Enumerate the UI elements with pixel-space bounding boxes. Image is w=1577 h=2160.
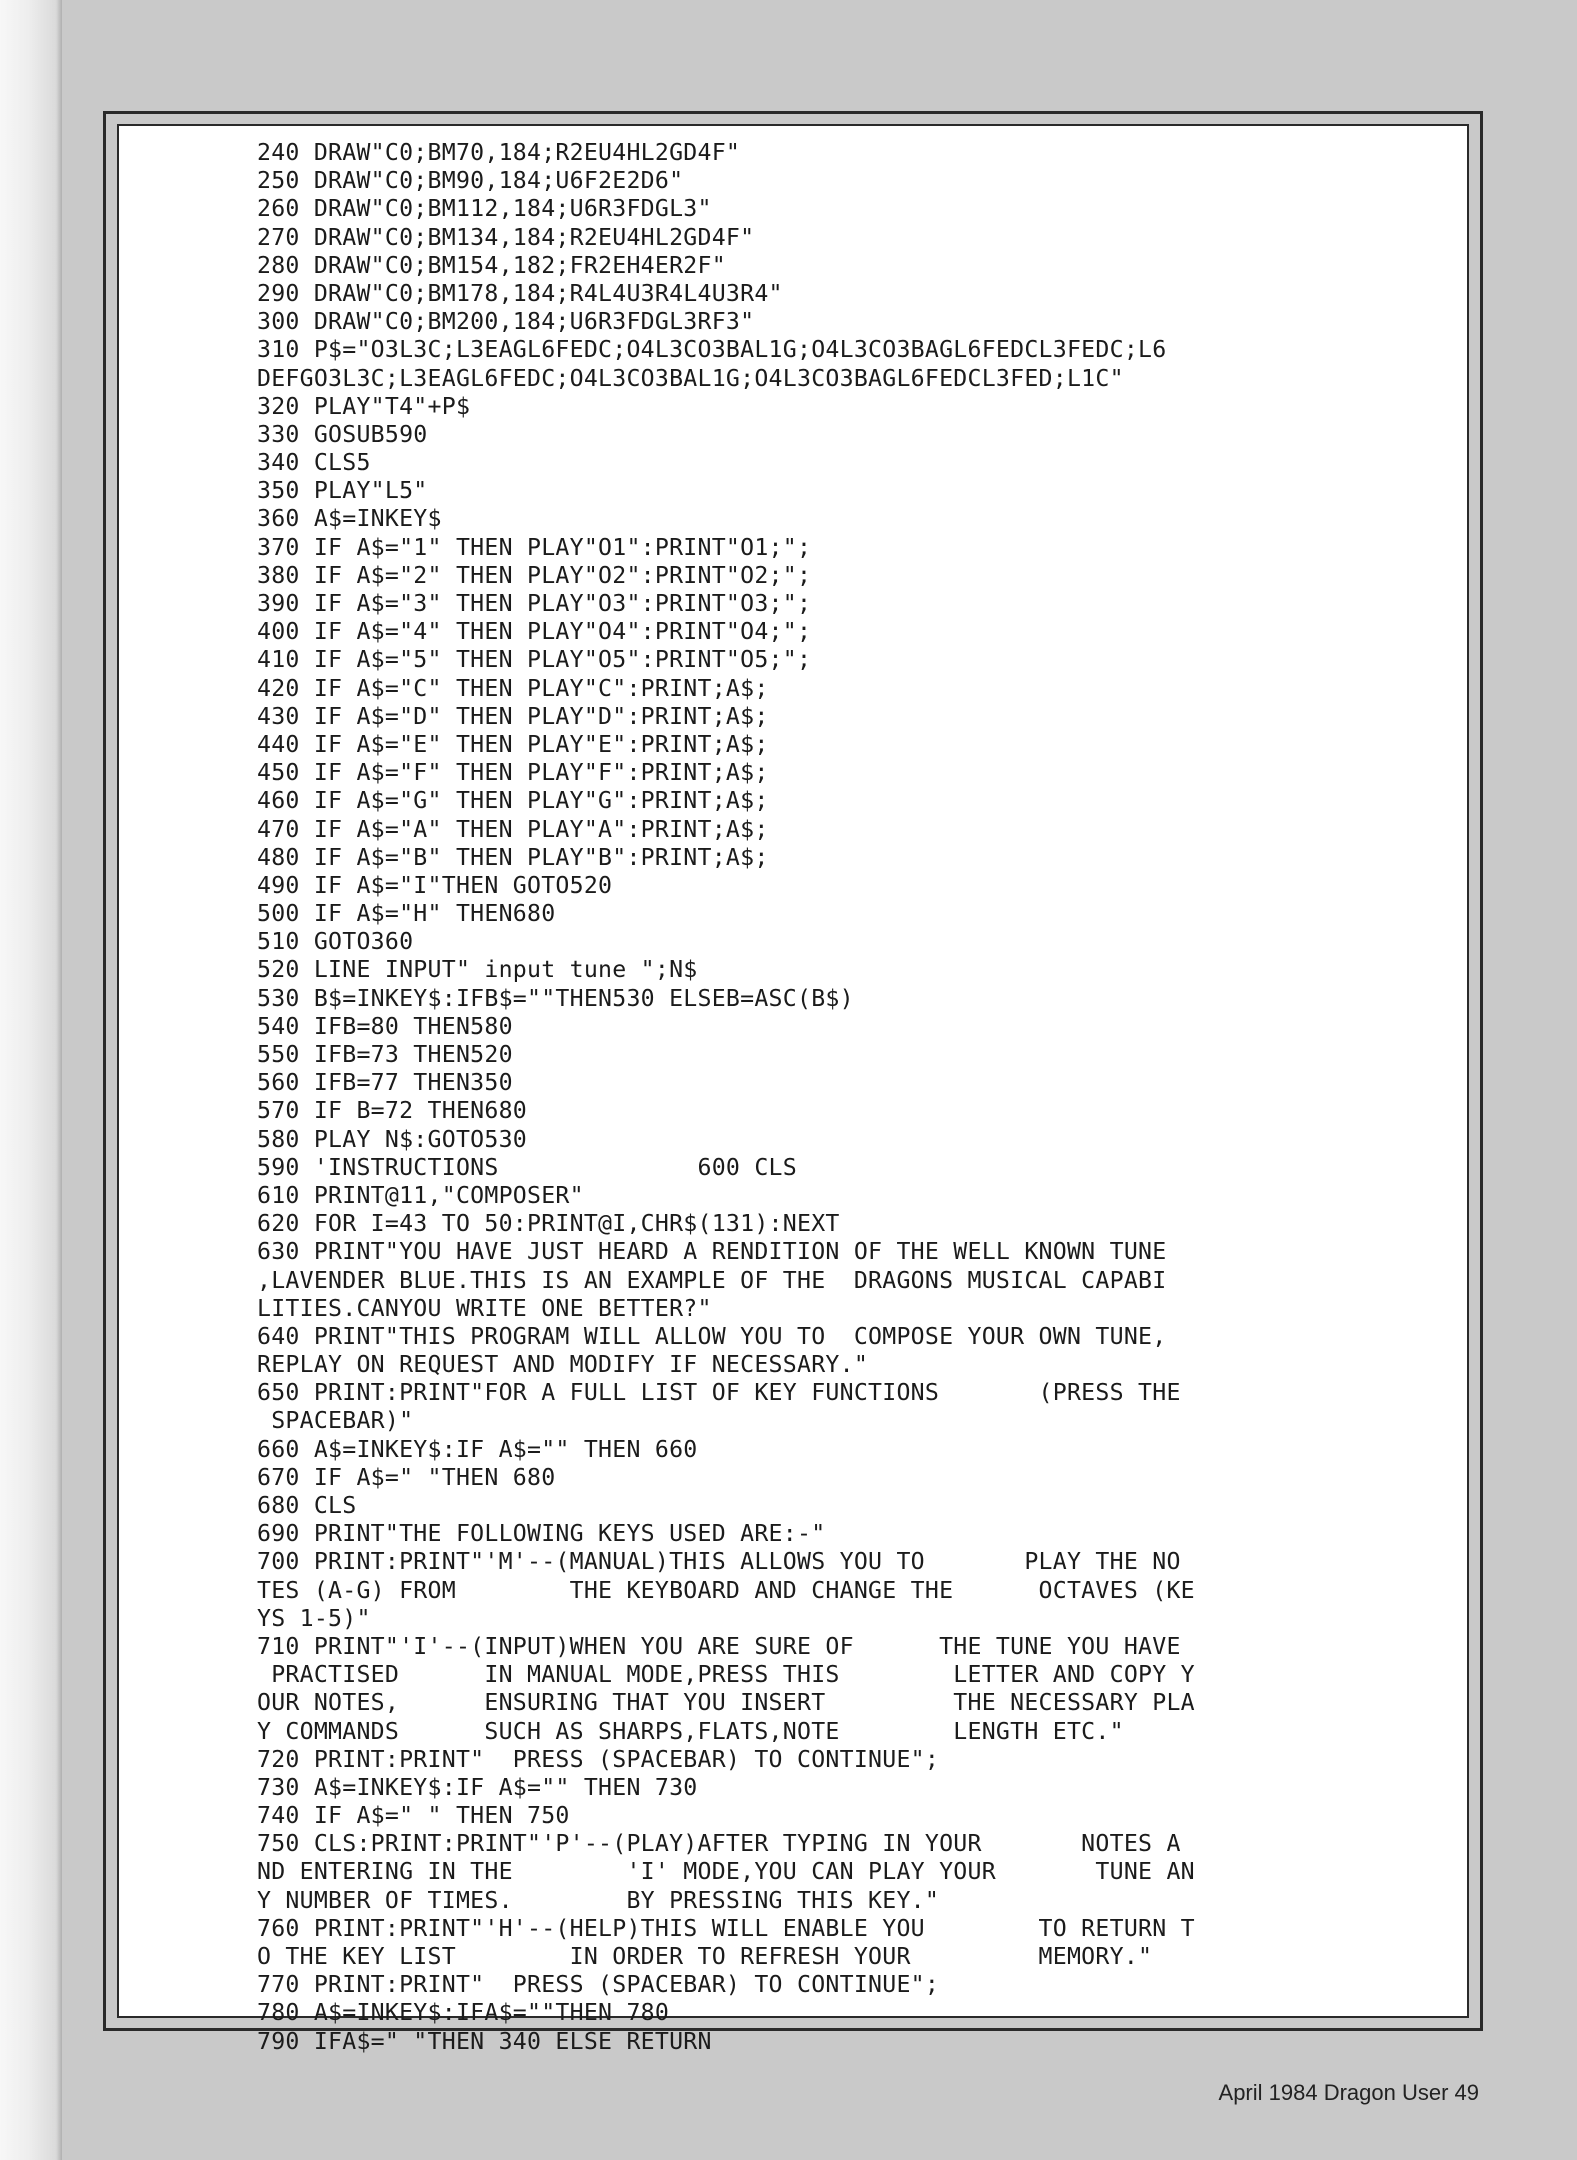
code-line: 450 IF A$="F" THEN PLAY"F":PRINT;A$; bbox=[257, 759, 769, 787]
code-line: O THE KEY LIST IN ORDER TO REFRESH YOUR MEMORY." bbox=[257, 1943, 1153, 1970]
code-line: 580 PLAY N$:GOTO530 bbox=[257, 1125, 527, 1153]
code-line: 440 IF A$="E" THEN PLAY"E":PRINT;A$; bbox=[257, 730, 769, 758]
code-line: 780 A$=INKEY$:IFA$=""THEN 780 bbox=[257, 1999, 670, 2027]
code-line: 300 DRAW"C0;BM200,184;U6R3FDGL3RF3" bbox=[257, 308, 755, 336]
code-line: 680 CLS bbox=[257, 1492, 357, 1519]
code-line: 380 IF A$="2" THEN PLAY"O2":PRINT"O2;"; bbox=[257, 561, 812, 589]
code-line: 710 PRINT"'I'--(INPUT)WHEN YOU ARE SURE OF THE TUNE YOU HAVE bbox=[257, 1632, 1181, 1660]
code-line: 540 IFB=80 THEN580 bbox=[257, 1012, 513, 1040]
code-line: 370 IF A$="1" THEN PLAY"O1":PRINT"O1;"; bbox=[257, 533, 812, 561]
code-line: TES (A-G) FROM THE KEYBOARD AND CHANGE THE OCTAVES (KE bbox=[257, 1576, 1195, 1604]
code-line: 280 DRAW"C0;BM154,182;FR2EH4ER2F" bbox=[257, 251, 726, 279]
code-line: 610 PRINT@11,"COMPOSER" bbox=[257, 1181, 584, 1209]
code-line: 650 PRINT:PRINT"FOR A FULL LIST OF KEY FUNCTIONS (PRESS THE bbox=[257, 1379, 1181, 1407]
code-line: 420 IF A$="C" THEN PLAY"C":PRINT;A$; bbox=[257, 674, 769, 702]
code-line: 550 IFB=73 THEN520 bbox=[257, 1041, 513, 1068]
code-line: 750 CLS:PRINT:PRINT"'P'--(PLAY)AFTER TYPING IN YOUR NOTES A bbox=[257, 1830, 1181, 1858]
code-line: DEFGO3L3C;L3EAGL6FEDC;O4L3CO3BAL1G;O4L3CO3BAGL6FEDCL3FED;L1C" bbox=[257, 364, 1124, 392]
code-line: 560 IFB=77 THEN350 bbox=[257, 1069, 513, 1097]
code-line: 250 DRAW"C0;BM90,184;U6F2E2D6" bbox=[257, 167, 684, 195]
page-spine bbox=[0, 0, 62, 2160]
code-line: 460 IF A$="G" THEN PLAY"G":PRINT;A$; bbox=[257, 787, 769, 815]
code-line: 500 IF A$="H" THEN680 bbox=[257, 900, 556, 928]
code-line: 620 FOR I=43 TO 50:PRINT@I,CHR$(131):NEXT bbox=[257, 1210, 840, 1238]
code-line: 260 DRAW"C0;BM112,184;U6R3FDGL3" bbox=[257, 195, 712, 223]
code-line: 390 IF A$="3" THEN PLAY"O3":PRINT"O3;"; bbox=[257, 590, 812, 617]
code-line: 360 A$=INKEY$ bbox=[257, 505, 442, 533]
code-line: 690 PRINT"THE FOLLOWING KEYS USED ARE:-" bbox=[257, 1520, 826, 1548]
code-line: LITIES.CANYOU WRITE ONE BETTER?" bbox=[257, 1294, 712, 1322]
code-line: 700 PRINT:PRINT"'M'--(MANUAL)THIS ALLOWS YOU TO PLAY THE NO bbox=[257, 1548, 1181, 1576]
code-line: 670 IF A$=" "THEN 680 bbox=[257, 1463, 556, 1491]
code-line: Y COMMANDS SUCH AS SHARPS,FLATS,NOTE LENGTH ETC." bbox=[257, 1717, 1124, 1745]
code-line: 330 GOSUB590 bbox=[257, 420, 428, 448]
code-line: SPACEBAR)" bbox=[257, 1407, 414, 1435]
code-line: YS 1-5)" bbox=[257, 1604, 371, 1632]
code-line: 340 CLS5 bbox=[257, 449, 371, 477]
code-line: 480 IF A$="B" THEN PLAY"B":PRINT;A$; bbox=[257, 843, 769, 871]
code-line: PRACTISED IN MANUAL MODE,PRESS THIS LETTER AND COPY Y bbox=[257, 1661, 1195, 1689]
code-line: 470 IF A$="A" THEN PLAY"A":PRINT;A$; bbox=[257, 815, 769, 843]
code-line: 410 IF A$="5" THEN PLAY"O5":PRINT"O5;"; bbox=[257, 646, 812, 674]
code-line: 310 P$="O3L3C;L3EAGL6FEDC;O4L3CO3BAL1G;O4L3CO3BAGL6FEDCL3FEDC;L6 bbox=[257, 336, 1167, 364]
code-line: 760 PRINT:PRINT"'H'--(HELP)THIS WILL ENABLE YOU TO RETURN T bbox=[257, 1914, 1195, 1942]
code-line: 630 PRINT"YOU HAVE JUST HEARD A RENDITION OF THE WELL KNOWN TUNE bbox=[257, 1238, 1167, 1266]
code-line: 590 'INSTRUCTIONS 600 CLS bbox=[257, 1153, 797, 1181]
code-line: 720 PRINT:PRINT" PRESS (SPACEBAR) TO CONTINUE"; bbox=[257, 1745, 940, 1773]
code-line: 430 IF A$="D" THEN PLAY"D":PRINT;A$; bbox=[257, 702, 769, 730]
program-listing bbox=[257, 139, 1377, 2056]
code-line: 510 GOTO360 bbox=[257, 928, 414, 956]
code-line: 290 DRAW"C0;BM178,184;R4L4U3R4L4U3R4" bbox=[257, 279, 783, 307]
code-line: 730 A$=INKEY$:IF A$="" THEN 730 bbox=[257, 1773, 698, 1801]
code-line: 490 IF A$="I"THEN GOTO520 bbox=[257, 871, 613, 899]
code-line: 350 PLAY"L5" bbox=[257, 477, 428, 505]
code-line: ,LAVENDER BLUE.THIS IS AN EXAMPLE OF THE DRAGONS MUSICAL CAPABI bbox=[257, 1266, 1167, 1294]
code-line: 640 PRINT"THIS PROGRAM WILL ALLOW YOU TO COMPOSE YOUR OWN TUNE, bbox=[257, 1322, 1167, 1350]
code-line: 270 DRAW"C0;BM134,184;R2EU4HL2GD4F" bbox=[257, 223, 755, 251]
code-line: 530 B$=INKEY$:IFB$=""THEN530 ELSEB=ASC(B$) bbox=[257, 984, 854, 1012]
code-line: 520 LINE INPUT" input tune ";N$ bbox=[257, 956, 698, 984]
code-line: 240 DRAW"C0;BM70,184;R2EU4HL2GD4F" bbox=[257, 139, 741, 166]
code-line: OUR NOTES, ENSURING THAT YOU INSERT THE NECESSARY PLA bbox=[257, 1689, 1195, 1717]
code-line: Y NUMBER OF TIMES. BY PRESSING THIS KEY." bbox=[257, 1886, 940, 1914]
page-footer: April 1984 Dragon User 49 bbox=[1218, 2080, 1479, 2105]
code-line: REPLAY ON REQUEST AND MODIFY IF NECESSARY." bbox=[257, 1351, 869, 1379]
code-line: ND ENTERING IN THE 'I' MODE,YOU CAN PLAY YOUR TUNE AN bbox=[257, 1858, 1195, 1886]
code-line: 790 IFA$=" "THEN 340 ELSE RETURN bbox=[257, 2027, 712, 2055]
code-line: 570 IF B=72 THEN680 bbox=[257, 1097, 527, 1125]
code-line: 660 A$=INKEY$:IF A$="" THEN 660 bbox=[257, 1435, 698, 1463]
code-line: 320 PLAY"T4"+P$ bbox=[257, 392, 471, 420]
code-line: 770 PRINT:PRINT" PRESS (SPACEBAR) TO CONTINUE"; bbox=[257, 1971, 940, 1999]
code-line: 740 IF A$=" " THEN 750 bbox=[257, 1802, 570, 1830]
code-line: 400 IF A$="4" THEN PLAY"O4":PRINT"O4;"; bbox=[257, 618, 812, 646]
